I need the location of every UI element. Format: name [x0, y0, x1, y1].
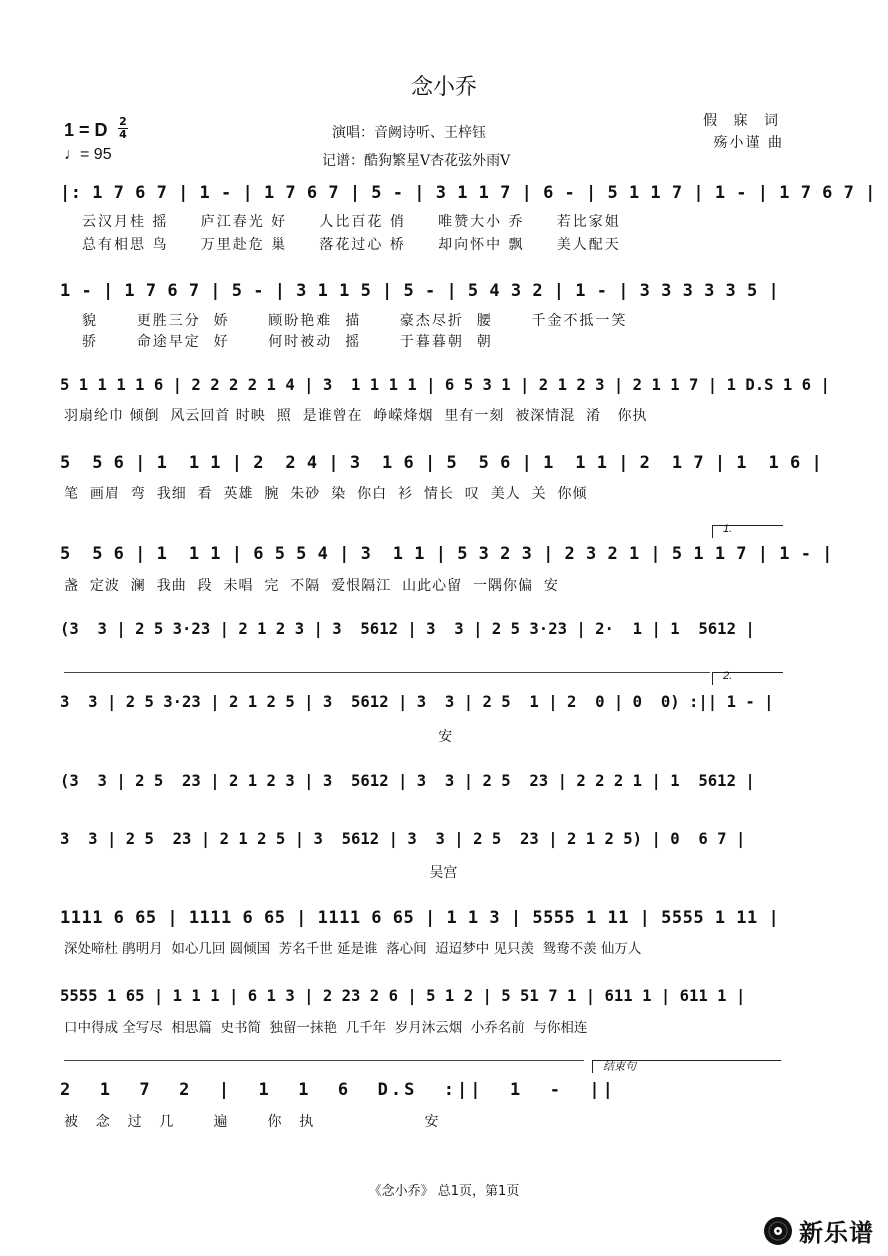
lyrics-line: 云汉月桂 摇 庐江春光 好 人比百花 俏 唯赞大小 乔 若比家姐	[82, 214, 621, 230]
time-denominator: 4	[119, 128, 127, 141]
notes-line: 1111 6 65 | 1111 6 65 | 1111 6 65 | 1 1 3 | 5555 1 11 | 5555 1 11 |	[60, 908, 780, 928]
time-signature	[118, 116, 128, 141]
volta-coda	[592, 1060, 781, 1073]
notes-line: 1 - | 1 7 6 7 | 5 - | 3 1 1 5 | 5 - | 5 4 3 2 | 1 - | 3 3 3 3 3 5 |	[60, 281, 780, 301]
score-row	[60, 620, 784, 648]
notes-line: 3 3 | 2 5 3·23 | 2 1 2 5 | 3 5612 | 3 3 | 2 5 1 | 2 0 | 0 0) :|| 1 - |	[60, 693, 774, 711]
quarter-note-icon: ♩	[64, 146, 80, 163]
lyrics-line: 深处啼杜 鹃明月 如心几回 圆倾国 芳名千世 延是谁 落心间 迢迢梦中 见只羡 鸳鸯不羡 仙万人	[64, 941, 642, 957]
vinyl-record-icon	[763, 1216, 793, 1246]
lyrics-line: 总有相思 鸟 万里赴危 巢 落花过心 桥 却向怀中 飘 美人配天	[82, 237, 621, 253]
volta-line	[64, 1060, 584, 1061]
tempo-value: = 95	[80, 146, 112, 163]
lyrics-line: 貌 更胜三分 娇 顾盼艳难 描 豪杰尽折 腰 千金不抵一笑	[82, 313, 628, 329]
lyrics-line: 安	[60, 729, 453, 745]
tempo-marking	[64, 146, 112, 164]
volta-label: 2.	[723, 670, 733, 682]
lyrics-line: 笔 画眉 弯 我细 看 英雄 腕 朱砂 染 你白 衫 情长 叹 美人 关 你倾	[64, 486, 588, 502]
score-row	[60, 987, 784, 1036]
lyrics-line: 骄 命途早定 好 何时被动 摇 于暮暮朝 朝	[82, 334, 493, 350]
page-footer: 《念小乔》 总1页，第1页	[368, 1184, 520, 1199]
notes-line: (3 3 | 2 5 23 | 2 1 2 3 | 3 5612 | 3 3 | 2 5 23 | 2 2 2 1 | 1 5612 |	[60, 772, 755, 790]
brand-name: 新乐谱	[799, 1219, 874, 1247]
volta-label: 结束句	[603, 1061, 636, 1073]
time-numerator: 2	[119, 115, 127, 128]
score-row	[60, 693, 784, 745]
volta-label: 1.	[723, 523, 733, 535]
notes-line: (3 3 | 2 5 3·23 | 2 1 2 3 | 3 5612 | 3 3 | 2 5 3·23 | 2· 1 | 1 5612 |	[60, 620, 755, 638]
brand-logo	[763, 1213, 874, 1248]
score-row	[60, 1080, 784, 1130]
transcriber-credit: 记谱：酷狗繁星V杏花弦外雨V	[322, 153, 511, 169]
notes-line: 3 3 | 2 5 23 | 2 1 2 5 | 3 5612 | 3 3 | 2 5 23 | 2 1 2 5) | 0 6 7 |	[60, 830, 746, 848]
volta-second-ending	[712, 672, 783, 685]
notes-line: 5 5 6 | 1 1 1 | 6 5 5 4 | 3 1 1 | 5 3 2 3 | 2 3 2 1 | 5 1 1 7 | 1 - |	[60, 544, 833, 564]
singer-credit: 演唱：音阙诗听、王梓钰	[332, 125, 486, 141]
score-row	[60, 830, 784, 881]
volta-first-ending	[712, 525, 783, 538]
lyrics-line: 羽扇纶巾 倾倒 风云回首 时映 照 是谁曾在 峥嵘烽烟 里有一刻 被深情混 淆 你执	[64, 408, 648, 424]
score-row	[60, 772, 784, 800]
notes-line: |: 1 7 6 7 | 1 - | 1 7 6 7 | 5 - | 3 1 1 7 | 6 - | 5 1 1 7 | 1 - | 1 7 6 7 |	[60, 183, 876, 203]
score-row	[60, 183, 876, 253]
notes-line: 5 1 1 1 1 6 | 2 2 2 2 1 4 | 3 1 1 1 1 | 6 5 3 1 | 2 1 2 3 | 2 1 1 7 | 1 D.S 1 6 |	[60, 376, 830, 394]
lyrics-line: 盏 定波 澜 我曲 段 未唱 完 不隔 爱恨隔江 山此心留 一隅你偏 安	[64, 578, 559, 594]
volta-line	[64, 672, 710, 673]
score-row	[60, 544, 833, 594]
notes-line: 5 5 6 | 1 1 1 | 2 2 4 | 3 1 6 | 5 5 6 | 1 1 1 | 2 1 7 | 1 1 6 |	[60, 453, 823, 473]
notes-line: 2 1 7 2 | 1 1 6 D.S :|| 1 - ||	[60, 1080, 616, 1100]
lyrics-line: 被 念 过 几 遍 你 执 安	[64, 1114, 439, 1130]
score-row	[60, 376, 830, 424]
lyrics-line: 口中得成 全写尽 相思篇 史书简 独留一抹艳 几千年 岁月沐云烟 小乔名前 与你相连	[64, 1020, 588, 1036]
page-title: 念小乔	[410, 75, 477, 100]
lyricist-credit: 假 寐 词	[703, 113, 784, 129]
key-signature: 1 = D	[64, 120, 108, 140]
composer-credit: 殇小谨 曲	[713, 135, 784, 151]
score-row	[60, 281, 784, 350]
score-row	[60, 908, 784, 957]
notes-line: 5555 1 65 | 1 1 1 | 6 1 3 | 2 23 2 6 | 5 1 2 | 5 51 7 1 | 611 1 | 611 1 |	[60, 987, 746, 1005]
score-row	[60, 453, 823, 502]
lyrics-line: 吴宫	[60, 865, 458, 881]
